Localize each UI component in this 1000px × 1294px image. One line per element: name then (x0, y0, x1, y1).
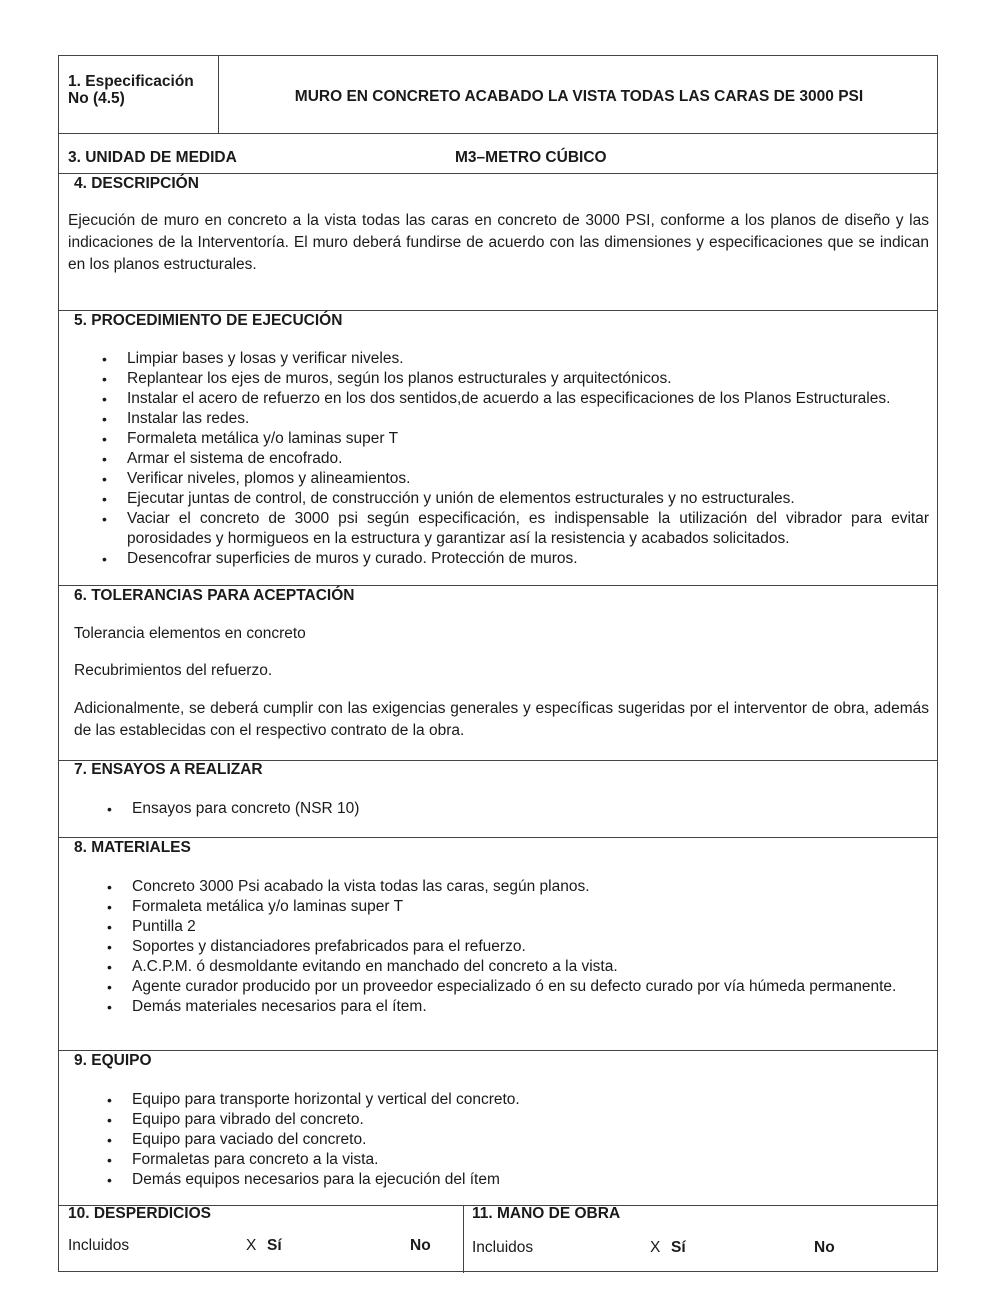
procedure-item (102, 469, 929, 489)
bullet-icon: • (102, 551, 107, 567)
materials-list (107, 877, 929, 1017)
labor-no-option: No (814, 1239, 835, 1256)
page-title: MURO EN CONCRETO ACABADO LA VISTA TODAS LAS CARAS DE 3000 PSI (294, 88, 864, 105)
materials-heading: 8. MATERIALES (74, 839, 191, 856)
bullet-icon: • (102, 511, 107, 527)
labor-yes-option: Sí (671, 1239, 686, 1256)
bullet-icon: • (107, 1132, 112, 1148)
materials-item-text: Puntilla 2 (132, 918, 196, 935)
equipment-list (107, 1090, 929, 1190)
tests-item-text: Ensayos para concreto (NSR 10) (132, 800, 360, 817)
divider (59, 585, 937, 586)
procedure-item-text: Formaleta metálica y/o laminas super T (127, 430, 399, 447)
bullet-icon: • (102, 431, 107, 447)
procedure-list (102, 349, 929, 569)
specification-sheet (58, 55, 938, 1272)
tests-list (107, 799, 929, 819)
waste-included-label: Incluidos (68, 1237, 130, 1254)
procedure-item (102, 489, 929, 509)
equipment-item-text: Demás equipos necesarios para la ejecución del ítem (132, 1171, 500, 1188)
equipment-item (107, 1090, 929, 1110)
equipment-item (107, 1150, 929, 1170)
unit-label: 3. UNIDAD DE MEDIDA (68, 149, 237, 166)
description-text: Ejecución de muro en concreto a la vista todas las caras en concreto de 3000 PSI, conforme a los planos de diseño y las indicaciones de la Interventoría. El muro deberá fundirse de acuerdo con las dimensiones y especificaciones que se indican en los planos estructurales. (68, 212, 929, 273)
procedure-heading: 5. PROCEDIMIENTO DE EJECUCIÓN (74, 312, 343, 329)
materials-item-text: Agente curador producido por un proveedor especializado ó en su defecto curado por vía húmeda permanente. (132, 978, 897, 995)
bullet-icon: • (102, 411, 107, 427)
equipment-heading: 9. EQUIPO (74, 1052, 152, 1069)
materials-item-text: Formaleta metálica y/o laminas super T (132, 898, 404, 915)
bullet-icon: • (107, 1092, 112, 1108)
tolerance-concrete: Tolerancia elementos en concreto (74, 625, 306, 642)
procedure-item (102, 369, 929, 389)
procedure-item (102, 409, 929, 429)
materials-item-text: Soportes y distanciadores prefabricados para el refuerzo. (132, 938, 526, 955)
divider (59, 133, 937, 134)
procedure-item-text: Ejecutar juntas de control, de construcción y unión de elementos estructurales y no estructurales. (127, 490, 795, 507)
bullet-icon: • (107, 939, 112, 955)
materials-item (107, 977, 929, 997)
bullet-icon: • (102, 371, 107, 387)
materials-item (107, 997, 929, 1017)
procedure-item-text: Armar el sistema de encofrado. (127, 450, 343, 467)
procedure-item (102, 449, 929, 469)
bullet-icon: • (102, 471, 107, 487)
bullet-icon: • (107, 801, 112, 817)
materials-item-text: Concreto 3000 Psi acabado la vista todas las caras, según planos. (132, 878, 590, 895)
bullet-icon: • (107, 999, 112, 1015)
labor-heading: 11. MANO DE OBRA (472, 1205, 621, 1222)
divider (59, 310, 937, 311)
bullet-icon: • (107, 1152, 112, 1168)
procedure-item-text: Verificar niveles, plomos y alineamientos. (127, 470, 411, 487)
tolerance-additional: Adicionalmente, se deberá cumplir con las exigencias generales y específicas sugeridas por el interventor de obra, además de las establecidas con el respectivo contrato de la obra. (74, 700, 929, 739)
labor-check-mark: X (650, 1239, 661, 1256)
procedure-item-text: Limpiar bases y losas y verificar niveles. (127, 350, 404, 367)
divider (463, 1205, 464, 1273)
waste-yes-option: Sí (267, 1237, 282, 1254)
procedure-item-text: Desencofrar superficies de muros y curado. Protección de muros. (127, 550, 578, 567)
materials-item (107, 897, 929, 917)
materials-item (107, 937, 929, 957)
waste-heading: 10. DESPERDICIOS (68, 1205, 211, 1222)
divider (59, 173, 937, 174)
materials-item-text: Demás materiales necesarios para el ítem. (132, 998, 427, 1015)
bullet-icon: • (107, 899, 112, 915)
tests-heading: 7. ENSAYOS A REALIZAR (74, 761, 263, 778)
bullet-icon: • (102, 491, 107, 507)
equipment-item (107, 1170, 929, 1190)
tolerances-heading: 6. TOLERANCIAS PARA ACEPTACIÓN (74, 587, 355, 604)
bullet-icon: • (107, 879, 112, 895)
bullet-icon: • (107, 1172, 112, 1188)
procedure-item (102, 429, 929, 449)
bullet-icon: • (107, 919, 112, 935)
unit-value: M3–METRO CÚBICO (455, 149, 607, 166)
procedure-item-text: Instalar las redes. (127, 410, 250, 427)
equipment-item-text: Equipo para vibrado del concreto. (132, 1111, 364, 1128)
spec-number-label: 1. Especificación No (4.5) (68, 73, 194, 107)
materials-item (107, 917, 929, 937)
waste-no-option: No (410, 1237, 431, 1254)
tolerance-cover: Recubrimientos del refuerzo. (74, 662, 273, 679)
bullet-icon: • (102, 351, 107, 367)
equipment-item (107, 1110, 929, 1130)
procedure-item-text: Instalar el acero de refuerzo en los dos sentidos,de acuerdo a las especificaciones de los Planos Estructurales. (127, 390, 891, 407)
procedure-item-text: Vaciar el concreto de 3000 psi según especificación, es indispensable la utilización del vibrador para evitar porosidades y hormigueos en la estructura y garantizar así la resistencia y acabados solicitados. (127, 510, 929, 547)
divider (59, 1050, 937, 1051)
waste-check-mark: X (246, 1237, 257, 1254)
labor-included-label: Incluidos (472, 1239, 534, 1256)
tests-item (107, 799, 929, 819)
equipment-item-text: Equipo para vaciado del concreto. (132, 1131, 367, 1148)
description-heading: 4. DESCRIPCIÓN (74, 175, 199, 192)
bullet-icon: • (107, 979, 112, 995)
divider (59, 837, 937, 838)
equipment-item-text: Formaletas para concreto a la vista. (132, 1151, 379, 1168)
procedure-item-text: Replantear los ejes de muros, según los planos estructurales y arquitectónicos. (127, 370, 672, 387)
bullet-icon: • (102, 391, 107, 407)
procedure-item (102, 549, 929, 569)
bullet-icon: • (107, 1112, 112, 1128)
procedure-item (102, 349, 929, 369)
bullet-icon: • (102, 451, 107, 467)
procedure-item (102, 389, 929, 409)
procedure-item (102, 509, 929, 549)
equipment-item (107, 1130, 929, 1150)
materials-item (107, 877, 929, 897)
bullet-icon: • (107, 959, 112, 975)
equipment-item-text: Equipo para transporte horizontal y vertical del concreto. (132, 1091, 520, 1108)
materials-item (107, 957, 929, 977)
materials-item-text: A.C.P.M. ó desmoldante evitando en manchado del concreto a la vista. (132, 958, 618, 975)
